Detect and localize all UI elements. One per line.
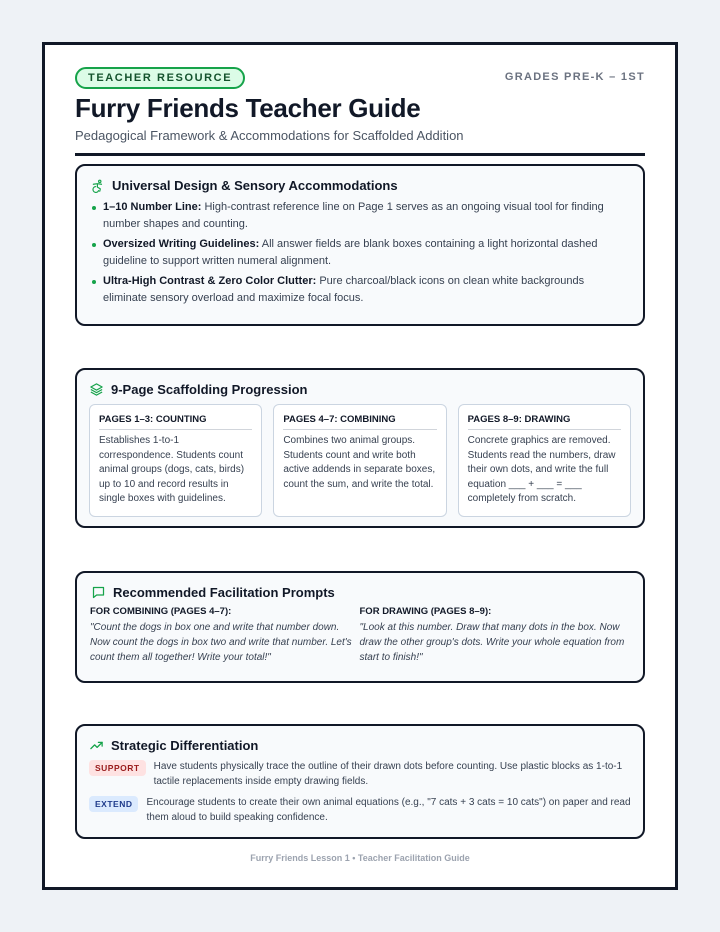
grade-range: GRADES PRE-K – 1ST: [504, 71, 645, 83]
accommodations-title: Universal Design & Sensory Accommodations: [112, 178, 398, 193]
phase-column: [89, 404, 262, 517]
guide-page: [42, 42, 678, 890]
item-text: High-contrast reference line on Page 1 serves as an ongoing visual tool for finding number shapes and counting.: [103, 201, 604, 230]
layers-icon: [89, 382, 104, 397]
extend-badge: EXTEND: [89, 796, 138, 812]
differentiation-heading: [89, 738, 631, 753]
progression-heading: [89, 382, 631, 397]
prompts-columns: [90, 606, 629, 665]
prompt-block: [90, 606, 360, 665]
support-badge: SUPPORT: [89, 760, 146, 776]
list-item: [91, 199, 629, 233]
phase-column: [273, 404, 446, 517]
prompt-block: [360, 606, 630, 665]
prompt-text: "Look at this number. Draw that many dots in the box. Now draw the other group's dots. Write your whole equation from start to finish!": [359, 622, 625, 663]
accommodations-card: [75, 164, 645, 326]
page-subtitle: Pedagogical Framework & Accommodations for Scaffolded Addition: [75, 128, 464, 143]
extend-text: Encourage students to create their own animal equations (e.g., "7 cats + 3 cats = 10 cats") on paper and read them aloud to build speaking confidence.: [146, 797, 631, 823]
progression-columns: [89, 404, 631, 517]
prompts-heading: [91, 585, 629, 600]
accommodations-heading: [91, 178, 629, 193]
prompt-text: "Count the dogs in box one and write that number down. Now count the dogs in box two and write that number. Let's count them all together! Write your total!": [90, 622, 352, 663]
item-text: All answer fields are blank boxes containing a light horizontal dashed guideline to support written numeral alignment.: [103, 238, 598, 267]
progression-card: [75, 368, 645, 528]
differentiation-card: [75, 724, 645, 839]
phase-heading: PAGES 4–7: COMBINING: [283, 414, 436, 430]
page-footer: Furry Friends Lesson 1 • Teacher Facilitation Guide: [250, 853, 470, 863]
phase-heading: PAGES 1–3: COUNTING: [99, 414, 252, 430]
item-term: Oversized Writing Guidelines:: [103, 238, 260, 250]
differentiation-title: Strategic Differentiation: [111, 738, 259, 753]
phase-heading: PAGES 8–9: DRAWING: [468, 414, 621, 430]
list-item: [91, 236, 629, 270]
prompts-title: Recommended Facilitation Prompts: [113, 585, 335, 600]
prompt-heading: FOR DRAWING (PAGES 8–9):: [359, 606, 492, 617]
item-text: Pure charcoal/black icons on clean white backgrounds eliminate sensory overload and maximize focal focus.: [103, 275, 585, 304]
phase-text: Establishes 1-to-1 correspondence. Students count animal groups (dogs, cats, birds) up to 10 and record results in single boxes with guidelines.: [99, 435, 245, 504]
support-text: Have students physically trace the outline of their drawn dots before counting. Use plastic blocks as 1-to-1 tactile replacements inside empty drawing fields.: [153, 761, 623, 787]
page-header: [75, 67, 645, 143]
differentiation-row: [89, 795, 631, 825]
list-item: [91, 273, 629, 307]
prompts-card: [75, 571, 645, 683]
phase-column: [458, 404, 631, 517]
item-term: 1–10 Number Line:: [103, 201, 202, 213]
chat-icon: [91, 585, 106, 600]
prompt-heading: FOR COMBINING (PAGES 4–7):: [90, 606, 232, 617]
trend-up-icon: [89, 738, 104, 753]
item-term: Ultra-High Contrast & Zero Color Clutter:: [103, 275, 317, 287]
phase-text: Combines two animal groups. Students count and write both active addends in separate boxes, count the sum, and write the total.: [283, 435, 436, 490]
header-divider: [75, 153, 645, 156]
page-title: Furry Friends Teacher Guide: [75, 93, 421, 123]
accommodations-list: [91, 199, 629, 307]
accessibility-icon: [91, 179, 105, 193]
differentiation-row: [89, 759, 631, 789]
phase-text: Concrete graphics are removed. Students read the numbers, draw their own dots, and write the full equation ___ + ___ = ___ completely from scratch.: [467, 435, 616, 504]
progression-title: 9-Page Scaffolding Progression: [111, 382, 308, 397]
teacher-resource-badge: TEACHER RESOURCE: [75, 67, 245, 89]
